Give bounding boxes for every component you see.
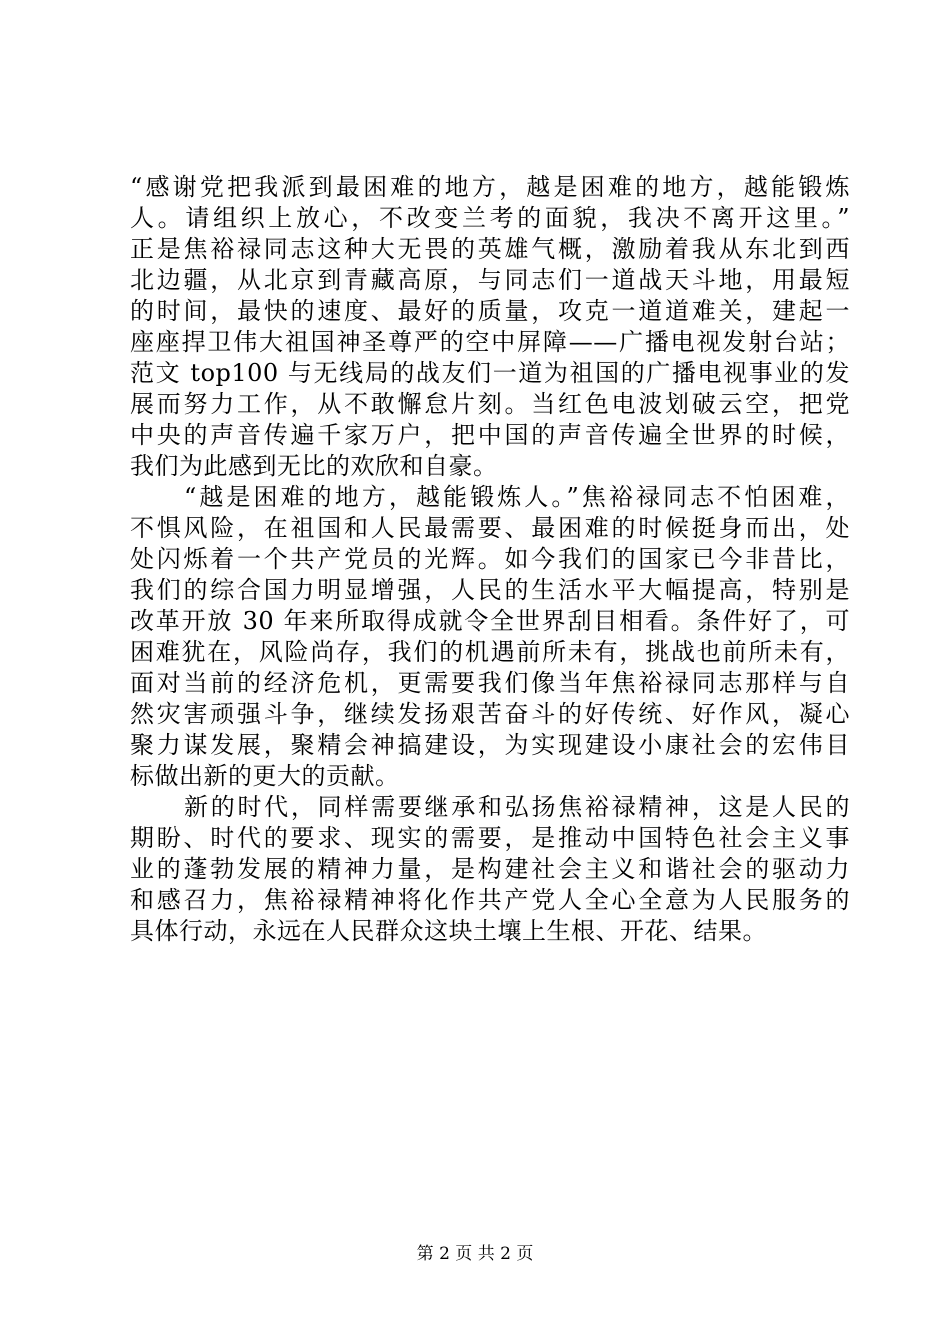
- paragraph-line: 聚力谋发展，聚精会神搞建设，为实现建设小康社会的宏伟目: [130, 731, 850, 759]
- paragraph-line: 我们的综合国力明显增强，人民的生活水平大幅提高，特别是: [130, 576, 850, 604]
- paragraph-1: [130, 172, 850, 482]
- paragraph-line: “感谢党把我派到最困难的地方，越是困难的地方，越能锻炼: [130, 173, 850, 201]
- paragraph-line: 然灾害顽强斗争，继续发扬艰苦奋斗的好传统、好作风，凝心: [130, 700, 850, 728]
- paragraph-line: 范文 top100 与无线局的战友们一道为祖国的广播电视事业的发: [130, 359, 850, 387]
- paragraph-line: 的时间，最快的速度、最好的质量，攻克一道道难关，建起一: [130, 297, 850, 325]
- paragraph-line: 不惧风险，在祖国和人民最需要、最困难的时候挺身而出，处: [130, 514, 850, 542]
- paragraph-line: 展而努力工作，从不敢懈怠片刻。当红色电波划破云空，把党: [130, 390, 850, 418]
- paragraph-line: 改革开放 30 年来所取得成就令全世界刮目相看。条件好了，可: [130, 607, 850, 635]
- document-body: [130, 172, 850, 947]
- paragraph-line: 新的时代，同样需要继承和弘扬焦裕禄精神，这是人民的: [184, 793, 850, 821]
- paragraph-line: 人。请组织上放心，不改变兰考的面貌，我决不离开这里。”: [130, 204, 850, 232]
- paragraph-line: 处闪烁着一个共产党员的光辉。如今我们的国家已今非昔比，: [130, 545, 850, 573]
- paragraph-line: 标做出新的更大的贡献。: [130, 762, 400, 790]
- paragraph-line: 具体行动，永远在人民群众这块土壤上生根、开花、结果。: [130, 917, 767, 945]
- paragraph-line: “越是困难的地方，越能锻炼人。”焦裕禄同志不怕困难，: [184, 483, 850, 511]
- paragraph-line: 北边疆，从北京到青藏高原，与同志们一道战天斗地，用最短: [130, 266, 850, 294]
- paragraph-line: 困难犹在，风险尚存，我们的机遇前所未有，挑战也前所未有，: [130, 638, 850, 666]
- paragraph-line: 正是焦裕禄同志这种大无畏的英雄气概，激励着我从东北到西: [130, 235, 850, 263]
- paragraph-line: 面对当前的经济危机，更需要我们像当年焦裕禄同志那样与自: [130, 669, 850, 697]
- paragraph-line: 和感召力，焦裕禄精神将化作共产党人全心全意为人民服务的: [130, 886, 850, 914]
- paragraph-line: 中央的声音传遍千家万户，把中国的声音传遍全世界的时候，: [130, 421, 850, 449]
- paragraph-2: [130, 482, 850, 792]
- page-number-footer: 第 2 页 共 2 页: [416, 1244, 534, 1264]
- paragraph-3: [130, 792, 850, 947]
- paragraph-line: 业的蓬勃发展的精神力量，是构建社会主义和谐社会的驱动力: [130, 855, 850, 883]
- paragraph-line: 期盼、时代的要求、现实的需要，是推动中国特色社会主义事: [130, 824, 850, 852]
- paragraph-line: 我们为此感到无比的欢欣和自豪。: [130, 452, 498, 480]
- paragraph-line: 座座捍卫伟大祖国神圣尊严的空中屏障——广播电视发射台站；: [130, 328, 850, 356]
